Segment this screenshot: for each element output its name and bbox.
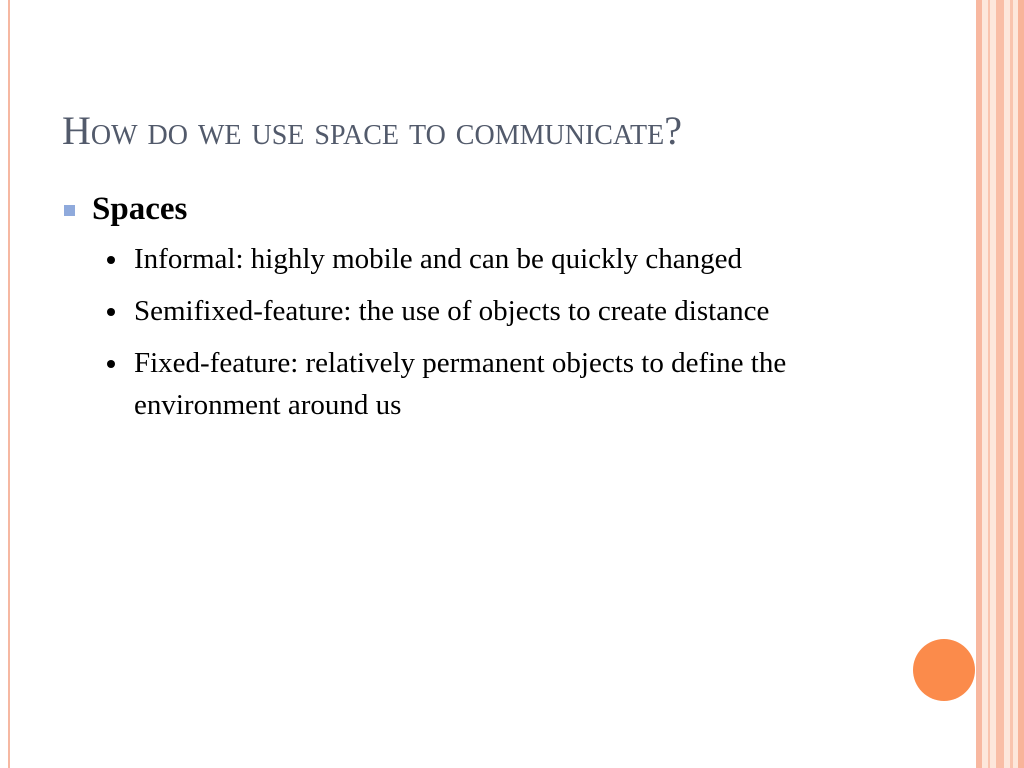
decorative-stripe <box>1018 0 1024 768</box>
bullet-text: Spaces <box>92 191 188 227</box>
slide-body <box>62 186 822 436</box>
bullet-level2 <box>62 238 822 280</box>
round-bullet-icon <box>107 360 115 368</box>
bullet-level1 <box>62 186 822 232</box>
square-bullet-icon <box>64 205 75 216</box>
decorative-stripe <box>1010 0 1013 768</box>
decorative-stripe <box>988 0 990 768</box>
bullet-text: Informal: highly mobile and can be quickly changed <box>134 243 743 275</box>
left-border-line <box>8 0 10 768</box>
bullet-level2 <box>62 290 822 332</box>
decorative-stripe <box>976 0 982 768</box>
slide-title: How do we use space to communicate? <box>62 108 683 153</box>
round-bullet-icon <box>107 308 115 316</box>
decorative-stripe <box>996 0 1004 768</box>
round-bullet-icon <box>107 256 115 264</box>
bullet-text: Semifixed-feature: the use of objects to create distance <box>134 295 770 327</box>
bullet-level2 <box>62 342 822 426</box>
orange-circle-decoration <box>913 639 975 701</box>
bullet-text: Fixed-feature: relatively permanent objects to define the environment around us <box>134 347 787 421</box>
